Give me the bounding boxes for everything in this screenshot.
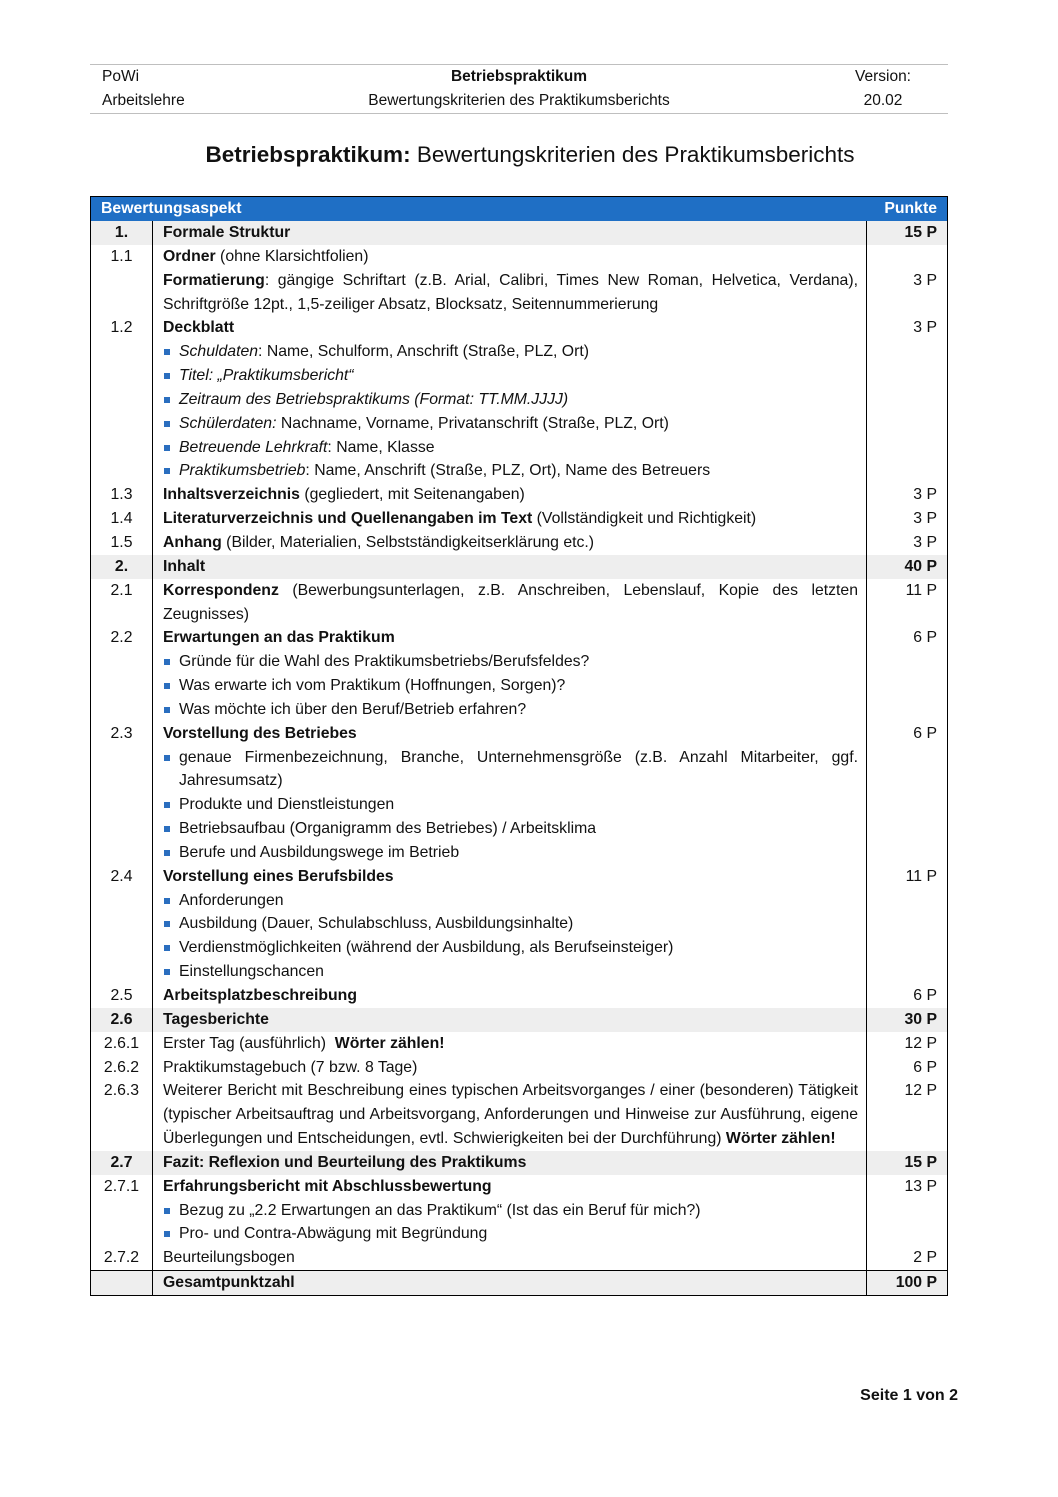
list-item: Was möchte ich über den Beruf/Betrieb erfahren? [163, 698, 858, 722]
list-item: Verdienstmöglichkeiten (während der Ausbildung, als Berufseinsteiger) [163, 936, 858, 960]
total-label: Gesamtpunktzahl [153, 1271, 867, 1296]
list-item: Was erwarte ich vom Praktikum (Hoffnungen, Sorgen)? [163, 674, 858, 698]
table-row: 1.3 Inhaltsverzeichnis (gegliedert, mit Seitenangaben) 3 P [91, 483, 948, 507]
total-row [91, 1271, 948, 1296]
list-item: Berufe und Ausbildungswege im Betrieb [163, 841, 858, 865]
table-row: 1.2 Deckblatt Schuldaten: Name, Schulform, Anschrift (Straße, PLZ, Ort) Titel: „Praktikumsbericht“ Zeitraum des Betriebspraktikums (Format: TT.MM.JJJJ) Schülerdaten: Nachname, Vorname, Privatanschrift (Straße, PLZ, Ort) Betreuende Lehrkraft: Name, Klasse Praktikumsbetrieb: Name, Anschrift (Straße, PLZ, Ort), Name des Betreuers 3 P [91, 316, 948, 483]
criteria-table [90, 196, 948, 1296]
header-subject: PoWi [102, 68, 140, 85]
list-item: Pro- und Contra-Abwägung mit Begründung [163, 1222, 858, 1246]
table-row: 2.6.1 Erster Tag (ausführlich) Wörter zählen! 12 P [91, 1032, 948, 1056]
list-item: Betriebsaufbau (Organigramm des Betriebes) / Arbeitsklima [163, 817, 858, 841]
table-row: 2.7.1 Erfahrungsbericht mit Abschlussbewertung Bezug zu „2.2 Erwartungen an das Praktikum“ (Ist das ein Beruf für mich?) Pro- und Contra-Abwägung mit Begründung 13 P [91, 1175, 948, 1247]
list-item: Ausbildung (Dauer, Schulabschluss, Ausbildungsinhalte) [163, 912, 858, 936]
list-item: Bezug zu „2.2 Erwartungen an das Praktikum“ (Ist das ein Beruf für mich?) [163, 1199, 858, 1223]
header-version-label: Version: [854, 68, 911, 85]
column-header-points: Punkte [867, 197, 948, 222]
list-item: Produkte und Dienstleistungen [163, 793, 858, 817]
list-item: Titel: „Praktikumsbericht“ [163, 364, 858, 388]
table-row: 2.7.2 Beurteilungsbogen 2 P [91, 1246, 948, 1270]
header-version-value: 20.02 [863, 92, 903, 109]
document-header [90, 64, 948, 114]
header-doc-subtitle: Bewertungskriterien des Praktikumsberichts [368, 92, 670, 109]
list-item: Zeitraum des Betriebspraktikums (Format: TT.MM.JJJJ) [163, 388, 858, 412]
table-row: 2.6.2 Praktikumstagebuch (7 bzw. 8 Tage) 6 P [91, 1056, 948, 1080]
table-row: 2.4 Vorstellung eines Berufsbildes Anforderungen Ausbildung (Dauer, Schulabschluss, Ausbildungsinhalte) Verdienstmöglichkeiten (während der Ausbildung, als Berufseinsteiger) Einstellungschancen 11 P [91, 865, 948, 984]
list-item: Betreuende Lehrkraft: Name, Klasse [163, 436, 858, 460]
list-item: Schuldaten: Name, Schulform, Anschrift (Straße, PLZ, Ort) [163, 340, 858, 364]
table-row: 2.1 Korrespondenz (Bewerbungsunterlagen, z.B. Anschreiben, Lebenslauf, Kopie des letzten Zeugnisses) 11 P [91, 579, 948, 627]
list-item: Anforderungen [163, 889, 858, 913]
list-item: Gründe für die Wahl des Praktikumsbetriebs/Berufsfeldes? [163, 650, 858, 674]
section-row: 2.6 Tagesberichte 30 P [91, 1008, 948, 1032]
header-row-2 [90, 89, 948, 113]
header-row-1 [90, 65, 948, 89]
section-row: 2. Inhalt 40 P [91, 555, 948, 579]
page-title: Betriebspraktikum: Bewertungskriterien des Praktikumsberichts [205, 142, 855, 167]
table-row: 2.2 Erwartungen an das Praktikum Gründe für die Wahl des Praktikumsbetriebs/Berufsfeldes? Was erwarte ich vom Praktikum (Hoffnungen, Sorgen)? Was möchte ich über den Beruf/Betrieb erfahren? 6 P [91, 626, 948, 721]
column-header-aspect: Bewertungsaspekt [91, 197, 867, 222]
list-item: genaue Firmenbezeichnung, Branche, Unternehmensgröße (z.B. Anzahl Mitarbeiter, ggf. Jahresumsatz) [163, 746, 858, 794]
table-row: 1.1 Ordner (ohne Klarsichtfolien) Formatierung: gängige Schriftart (z.B. Arial, Calibri, Times New Roman, Helvetica, Verdana), Schriftgröße 12pt., 1,5-zeiliger Absatz, Blocksatz, Seitennummerierung 3 P [91, 245, 948, 317]
header-doc-title: Betriebspraktikum [450, 68, 588, 85]
table-row: 1.5 Anhang (Bilder, Materialien, Selbstständigkeitserklärung etc.) 3 P [91, 531, 948, 555]
section-row: 2.7 Fazit: Reflexion und Beurteilung des Praktikums 15 P [91, 1151, 948, 1175]
table-row: 2.5 Arbeitsplatzbeschreibung 6 P [91, 984, 948, 1008]
list-item: Einstellungschancen [163, 960, 858, 984]
total-points: 100 P [867, 1271, 948, 1296]
list-item: Praktikumsbetrieb: Name, Anschrift (Straße, PLZ, Ort), Name des Betreuers [163, 459, 858, 483]
table-row: 2.3 Vorstellung des Betriebes genaue Firmenbezeichnung, Branche, Unternehmensgröße (z.B. Anzahl Mitarbeiter, ggf. Jahresumsatz) Produkte und Dienstleistungen Betriebsaufbau (Organigramm des Betriebes) / Arbeitsklima Berufe und Ausbildungswege im Betrieb 6 P [91, 722, 948, 865]
table-row: 1.4 Literaturverzeichnis und Quellenangaben im Text (Vollständigkeit und Richtigkeit) 3 P [91, 507, 948, 531]
table-row: 2.6.3 Weiterer Bericht mit Beschreibung eines typischen Arbeitsvorganges / einer (besonderen) Tätigkeit (typischer Arbeitsauftrag und Arbeitsvorgang, Anforderungen und Hinweise zur Ausführung, eigene Überlegungen und Entscheidungen, evtl. Schwierigkeiten bei der Durchführung) Wörter zählen! 12 P [91, 1079, 948, 1151]
table-header-row [91, 197, 948, 222]
list-item: Schülerdaten: Nachname, Vorname, Privatanschrift (Straße, PLZ, Ort) [163, 412, 858, 436]
section-row: 1. Formale Struktur 15 P [91, 221, 948, 245]
page-number: Seite 1 von 2 [860, 1387, 958, 1404]
header-area: Arbeitslehre [102, 92, 185, 109]
